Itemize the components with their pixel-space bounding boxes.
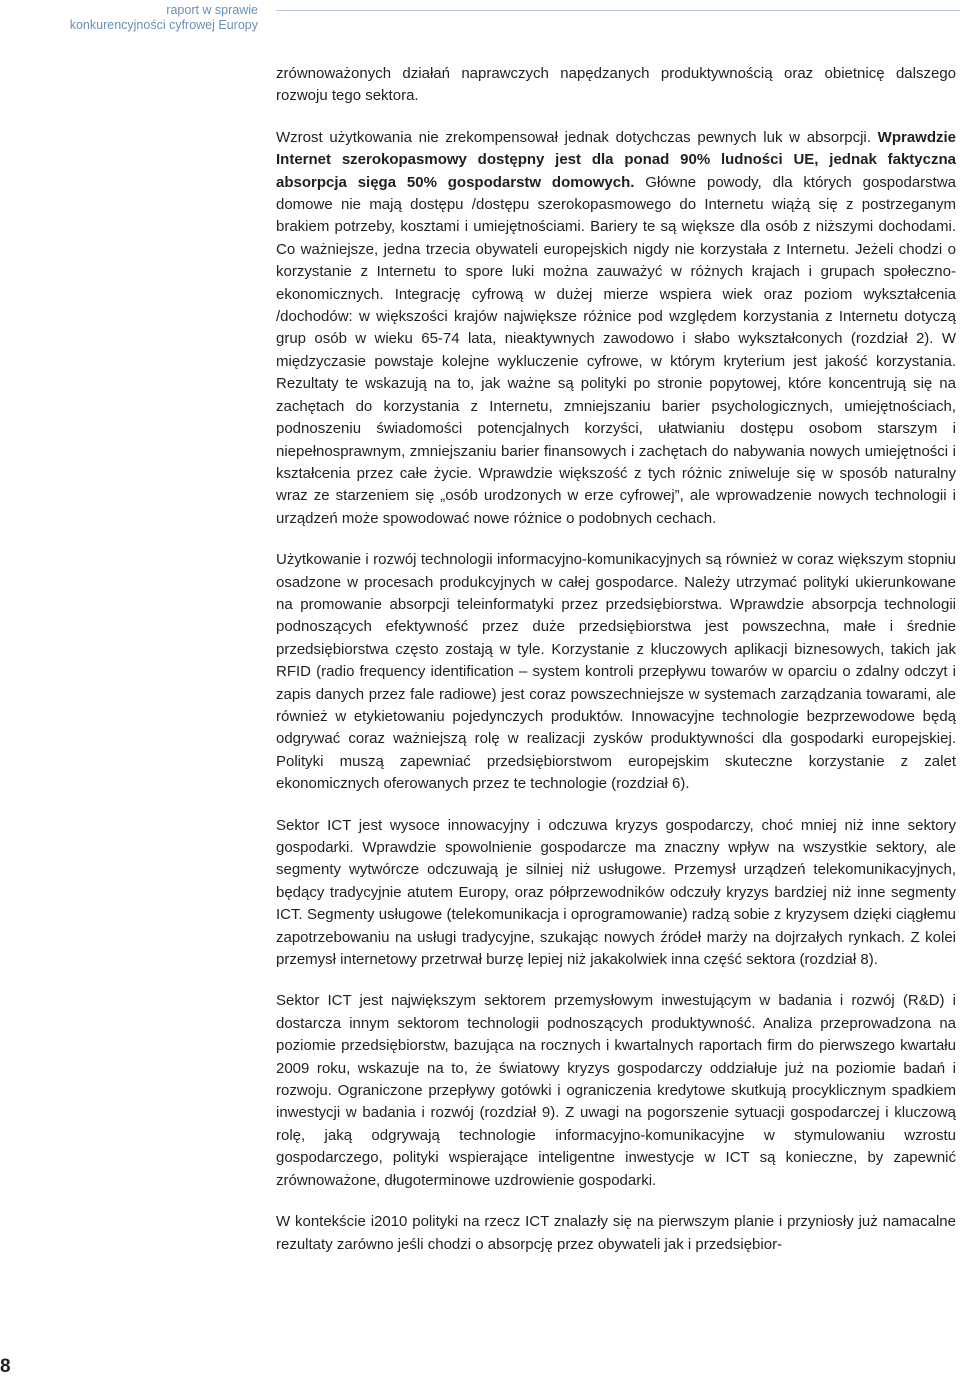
- running-header: [70, 3, 258, 33]
- page-number: 8: [0, 1356, 11, 1377]
- paragraph-6: W kontekście i2010 polityki na rzecz ICT znalazły się na pierwszym planie i przyniosły już namacalne rezultaty zarówno jeśli chodzi o absorpcję przez obywateli jak i przedsiębior-: [276, 1213, 956, 1253]
- paragraph-2: [276, 127, 956, 530]
- running-header-line-1: raport w sprawie: [166, 3, 258, 17]
- paragraph-2-intro: Wzrost użytkowania nie zrekompensował jednak dotychczas pewnych luk w absorpcji.: [276, 128, 871, 146]
- paragraph-1: zrównoważonych działań naprawczych napędzanych produktywnością oraz obietnicę dalszego rozwoju tego sektora.: [276, 65, 956, 105]
- header-divider: [276, 10, 960, 11]
- paragraph-4: Sektor ICT jest wysoce innowacyjny i odczuwa kryzys gospodarczy, choć mniej niż inne sektory gospodarki. Wprawdzie spowolnienie gospodarcze ma znaczny wpływ na wszystkie sektory, ale segmenty wytwórcze odczuwają je silniej niż usługowe. Przemysł urządzeń telekomunikacyjnych, będący tradycyjnie atutem Europy, oraz półprzewodników odczuły kryzys bardziej niż inne segmenty ICT. Segmenty usługowe (telekomunikacja i oprogramowanie) radzą sobie z kryzysem dzięki ciągłemu zapotrzebowaniu na usługi tradycyjne, szukając nowych źródeł marży na dojrzałych rynkach. Z kolei przemysł internetowy przetrwał burzę lepiej niż jakakolwiek inna część sektora (rozdział 8).: [276, 816, 956, 969]
- paragraph-2-highlight: Wprawdzie Internet szerokopasmowy dostępny jest dla ponad 90% ludności UE, jednak faktyczna absorpcja sięga 50% gospodarstw domowych.: [276, 128, 956, 191]
- paragraph-2-rest: Główne powody, dla których gospodarstwa domowe nie mają dostępu /dostępu szerokopasmowego do Internetu wiążą się z postrzeganym brakiem potrzeby, kosztami i umiejętnościami. Bariery te są większe dla osób z niższymi dochodami. Co ważniejsze, jedna trzecia obywateli europejskich nigdy nie korzystała z Internetu. Jeżeli chodzi o korzystanie z Internetu to spore luki można zauważyć w różnych krajach i grupach społeczno-ekonomicznych. Integrację cyfrową w dużej mierze wspiera wiek oraz poziom wykształcenia /dochodów: w większości krajów największe różnice pod względem korzystania z Internetu dotyczą grup osób w wieku 65-74 lata, nieaktywnych zawodowo i słabo wykształconych (rozdział 2). W międzyczasie powstaje kolejne wykluczenie cyfrowe, w którym kryterium jest jakość korzystania. Rezultaty te wskazują na to, jak ważne są polityki po stronie popytowej, które koncentrują się na zachętach do korzystania z Internetu, zmniejszaniu barier psychologicznych, umiejętnościach, podnoszeniu świadomości potencjalnych korzyści, ułatwianiu dostępu osobom starszym i niepełnosprawnym, zmniejszaniu barier finansowych i zachętach do nabywania nowych umiejętności i kształcenia przez całe życie. Wprawdzie większość z tych różnic zniweluje się w sposób naturalny wraz ze starzeniem się „osób urodzonych w erze cyfrowej”, ale wprowadzenie nowych technologii i urządzeń może spowodować nowe różnice o podobnych cechach.: [276, 173, 956, 527]
- body-text: [276, 63, 956, 1275]
- paragraph-3: Użytkowanie i rozwój technologii informacyjno-komunikacyjnych są również w coraz większym stopniu osadzone w procesach produkcyjnych w całej gospodarce. Należy utrzymać polityki ukierunkowane na promowanie absorpcji teleinformatyki przez przedsiębiorstwa. Wprawdzie absorpcja technologii podnoszących efektywność przez duże przedsiębiorstwa jest powszechna, małe i średnie przedsiębiorstwa często zostają w tyle. Korzystanie z kluczowych aplikacji biznesowych, takich jak RFID (radio frequency identification – system kontroli przepływu towarów w oparciu o zdalny odczyt i zapis danych przez fale radiowe) jest coraz powszechniejsze w systemach zarządzania towarami, ale również w etykietowaniu pojedynczych produktów. Innowacyjne technologie bezprzewodowe będą odgrywać coraz ważniejszą rolę w realizacji zysków produktywności dla gospodarki europejskiej. Polityki muszą zapewniać przedsiębiorstwom europejskim skuteczne korzystanie z zalet ekonomicznych oferowanych przez te technologie (rozdział 6).: [276, 551, 956, 793]
- running-header-line-2: konkurencyjności cyfrowej Europy: [69, 18, 258, 32]
- paragraph-5: Sektor ICT jest największym sektorem przemysłowym inwestującym w badania i rozwój (R&D) i dostarcza innym sektorom technologii podnoszących produktywność. Analiza przeprowadzona na poziomie przedsiębiorstw, bazująca na rocznych i kwartalnych raportach firm do pierwszego kwartału 2009 roku, wskazuje na to, że światowy kryzys gospodarczy oddziałuje już na poziomie badań i rozwoju. Ograniczone przepływy gotówki i ograniczenia kredytowe skutkują procyklicznym spadkiem inwestycji w badania i rozwój (rozdział 9). Z uwagi na pogorszenie sytuacji gospodarczej i kluczową rolę, jaką odgrywają technologie informacyjno-komunikacyjne w stymulowaniu wzrostu gospodarczego, polityki wspierające inteligentne inwestycje w ICT są konieczne, by zapewnić zrównoważone, długoterminowe uzdrowienie gospodarki.: [276, 992, 956, 1189]
